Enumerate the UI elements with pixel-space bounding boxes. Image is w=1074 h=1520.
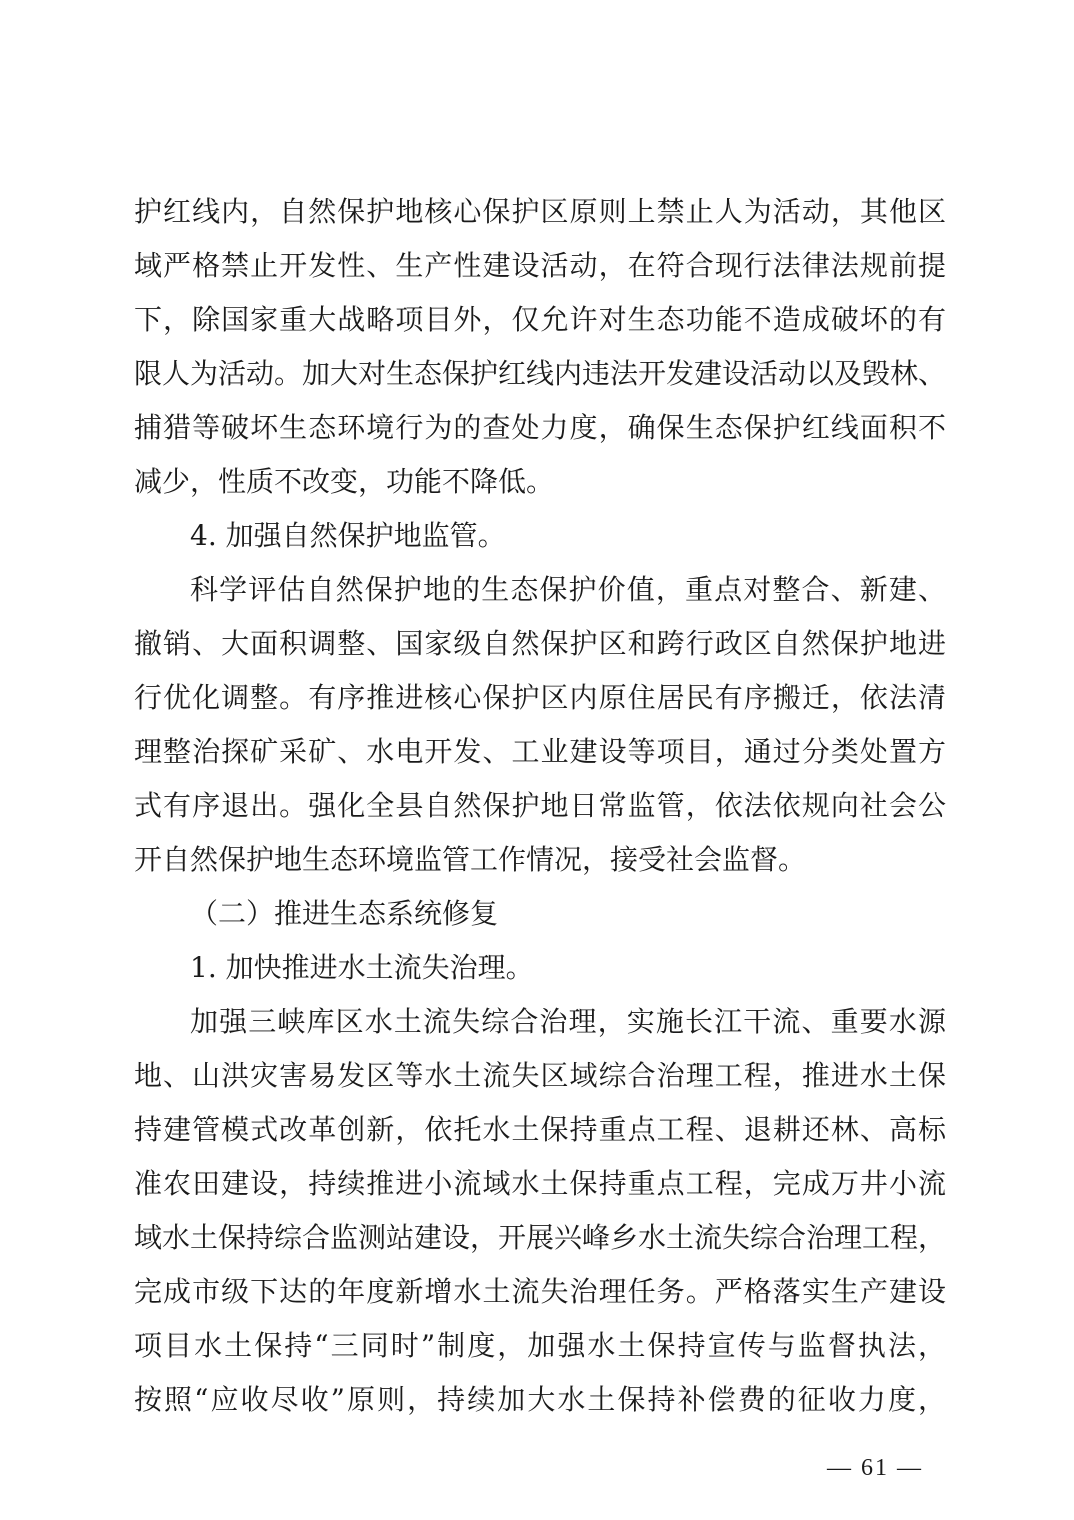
text-line: 限人为活动。加大对生态保护红线内违法开发建设活动以及毁林、 xyxy=(134,357,946,390)
text-line: 捕猎等破坏生态环境行为的查处力度，确保生态保护红线面积不 xyxy=(134,411,946,444)
text-line: 撤销、大面积调整、国家级自然保护区和跨行政区自然保护地进 xyxy=(134,627,946,660)
text-line: 项目水土保持“三同时”制度，加强水土保持宣传与监督执法， xyxy=(134,1329,946,1362)
section-heading-ecosystem-restoration: （二）推进生态系统修复 xyxy=(190,897,499,930)
text-line: 理整治探矿采矿、水电开发、工业建设等项目，通过分类处置方 xyxy=(134,735,946,768)
text-line: 准农田建设，持续推进小流域水土保持重点工程，完成万井小流 xyxy=(134,1167,946,1200)
text-line: 护红线内，自然保护地核心保护区原则上禁止人为活动，其他区 xyxy=(134,195,946,228)
text-line: 地、山洪灾害易发区等水土流失区域综合治理工程，推进水土保 xyxy=(134,1059,946,1092)
subheading-strengthen-protected-areas: 4. 加强自然保护地监管。 xyxy=(190,519,506,552)
text-line: 加强三峡库区水土流失综合治理，实施长江干流、重要水源 xyxy=(190,1005,946,1038)
text-line: 完成市级下达的年度新增水土流失治理任务。严格落实生产建设 xyxy=(134,1275,946,1308)
text-line: 开自然保护地生态环境监管工作情况，接受社会监督。 xyxy=(134,843,807,876)
text-line: 减少，性质不改变，功能不降低。 xyxy=(134,465,555,498)
text-line: 持建管模式改革创新，依托水土保持重点工程、退耕还林、高标 xyxy=(134,1113,946,1146)
text-line: 域严格禁止开发性、生产性建设活动，在符合现行法律法规前提 xyxy=(134,249,946,282)
text-line: 按照“应收尽收”原则，持续加大水土保持补偿费的征收力度， xyxy=(134,1383,946,1416)
text-line: 域水土保持综合监测站建设，开展兴峰乡水土流失综合治理工程， xyxy=(134,1221,946,1254)
subheading-soil-erosion: 1. 加快推进水土流失治理。 xyxy=(190,951,534,984)
text-line: 行优化调整。有序推进核心保护区内原住居民有序搬迁，依法清 xyxy=(134,681,946,714)
text-line: 下，除国家重大战略项目外，仅允许对生态功能不造成破坏的有 xyxy=(134,303,946,336)
text-line: 科学评估自然保护地的生态保护价值，重点对整合、新建、 xyxy=(190,573,946,606)
document-body xyxy=(134,185,946,1427)
text-line: 式有序退出。强化全县自然保护地日常监管，依法依规向社会公 xyxy=(134,789,946,822)
page-number: — 61 — xyxy=(827,1455,923,1481)
